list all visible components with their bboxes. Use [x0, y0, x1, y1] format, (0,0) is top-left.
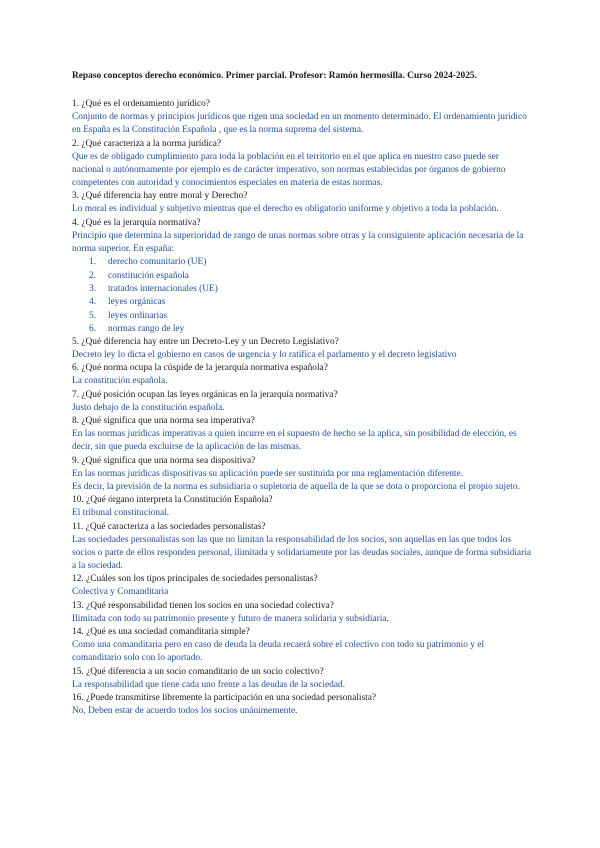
- list-item-text: tratados internacionales (UE): [108, 283, 218, 294]
- answer-14: Como una comanditaria pero en caso de deuda la deuda recaerá sobre el colectivo con todo su patrimonio y el comanditario solo con lo aportado.: [72, 640, 485, 664]
- answer-9: En las normas jurídicas dispositivas su aplicación puede ser sustituida por una reglamentación diferente.: [72, 468, 464, 479]
- answer-2: Que es de obligado cumplimiento para toda la población en el territorio en el que aplica en nuestro caso puede ser nacional o autónomamente por ejemplo es de carácter imperativo, son normas establecidas por órganos de gobierno competentes con autoridad y conocimientos especiales en materia de estas normas.: [72, 151, 506, 189]
- hierarchy-list: [72, 256, 532, 336]
- list-item-text: leyes ordinarias: [108, 310, 168, 321]
- question-11: 11. ¿Qué caracteriza a las sociedades personalistas?: [72, 521, 266, 532]
- answer-6: La constitución española.: [72, 376, 168, 387]
- list-item-text: normas rango de ley: [108, 323, 185, 334]
- answer-10: El tribunal constitucional.: [72, 508, 170, 519]
- list-item: [89, 270, 532, 283]
- list-item-number: 1.: [89, 257, 97, 268]
- question-2: 2. ¿Qué caracteriza a la norma jurídica?: [72, 138, 222, 149]
- list-item-number: 6.: [89, 323, 97, 334]
- document-title: Repaso conceptos derecho económico. Primer parcial. Profesor: Ramón hermosilla. Curso 2024-2025.: [72, 71, 477, 81]
- answer-5: Decreto ley lo dicta el gobierno en casos de urgencia y lo ratifica el parlamento y el decreto legislativo: [72, 350, 457, 361]
- question-7: 7. ¿Qué posición ocupan las leyes orgánicas en la jerarquía normativa?: [72, 389, 338, 400]
- question-12: 12. ¿Cuáles son los tipos principales de sociedades personalistas?: [72, 574, 318, 585]
- question-1: 1. ¿Qué es el ordenamiento jurídico?: [72, 99, 210, 109]
- answer-11: Las sociedades personalistas son las que no limitan la responsabilidad de los socios, son aquellas en las que todos los socios o parte de ellos responden personal, ilimitada y solidariamente por las deudas sociales, aunque de forma subsidiaria a la sociedad.: [72, 534, 531, 572]
- list-item: [89, 323, 532, 336]
- question-5: 5. ¿Qué diferencia hay entre un Decreto-Ley y un Decreto Legislativo?: [72, 337, 339, 348]
- list-item: [89, 283, 532, 296]
- qa-list: [72, 98, 532, 718]
- question-10: 10. ¿Qué órgano interpreta la Constitución Española?: [72, 495, 273, 506]
- answer-4: Principio que determina la superioridad de rango de unas normas sobre otras y la consiguiente aplicación necesaria de la norma superior. En españa:: [72, 230, 524, 255]
- question-13: 13. ¿Qué responsabilidad tienen los socios en una sociedad colectiva?: [72, 600, 334, 611]
- list-item: [89, 256, 532, 269]
- list-item-number: 4.: [89, 297, 97, 308]
- list-item-number: 3.: [89, 283, 97, 294]
- question-15: 15. ¿Qué diferencia a un socio comanditario de un socio colectivo?: [72, 666, 324, 677]
- question-3: 3. ¿Qué diferencia hay entre moral y Derecho?: [72, 191, 248, 202]
- question-8: 8. ¿Qué significa que una norma sea imperativa?: [72, 416, 255, 427]
- question-9: 9. ¿Qué significa que una norma sea dispositiva?: [72, 455, 256, 466]
- answer-16: No, Deben estar de acuerdo todos los socios unánimemente.: [72, 705, 298, 716]
- question-6: 6. ¿Qué norma ocupa la cúspide de la jerarquía normativa española?: [72, 363, 328, 374]
- question-14: 14. ¿Qué es una sociedad comanditaria simple?: [72, 627, 250, 638]
- document-page: [72, 70, 532, 718]
- question-4: 4. ¿Qué es la jerarquía normativa?: [72, 217, 201, 228]
- answer-9: Es decir, la previsión de la norma es subsidiaria o supletoria de aquella de la que se dota o proporciona el propio sujeto.: [72, 481, 520, 492]
- answer-12: Colectiva y Comanditaria: [72, 587, 169, 598]
- answer-8: En las normas jurídicas imperativas a quien incurre en el supuesto de hecho se la aplica, sin posibilidad de elección, es decir, sin que pueda excluirse de la aplicación de las mismas.: [72, 429, 517, 453]
- answer-1: Conjunto de normas y principios jurídicos que rigen una sociedad en un momento determinado. El ordenamiento jurídico en España es la Constitución Española , que es la norma suprema del sistema.: [72, 112, 527, 136]
- list-item-number: 5.: [89, 310, 97, 321]
- list-item-text: derecho comunitario (UE): [108, 257, 207, 268]
- list-item-number: 2.: [89, 270, 97, 281]
- question-16: 16. ¿Puede transmitirse libremente la participación en una sociedad personalista?: [72, 692, 377, 703]
- list-item: [89, 310, 532, 323]
- answer-13: Ilimitada con todo su patrimonio presente y futuro de manera solidaria y subsidiaria.: [72, 613, 389, 624]
- answer-15: La responsabilidad que tiene cada uno frente a las deudas de la sociedad.: [72, 679, 346, 690]
- list-item-text: leyes orgánicas: [108, 297, 166, 308]
- answer-7: Justo debajo de la constitución española.: [72, 402, 225, 413]
- answer-3: Lo moral es individual y subjetivo mientras que el derecho es obligatorio uniforme y objetivo a toda la población.: [72, 204, 499, 215]
- list-item: [89, 296, 532, 309]
- list-item-text: constitución española: [108, 270, 189, 281]
